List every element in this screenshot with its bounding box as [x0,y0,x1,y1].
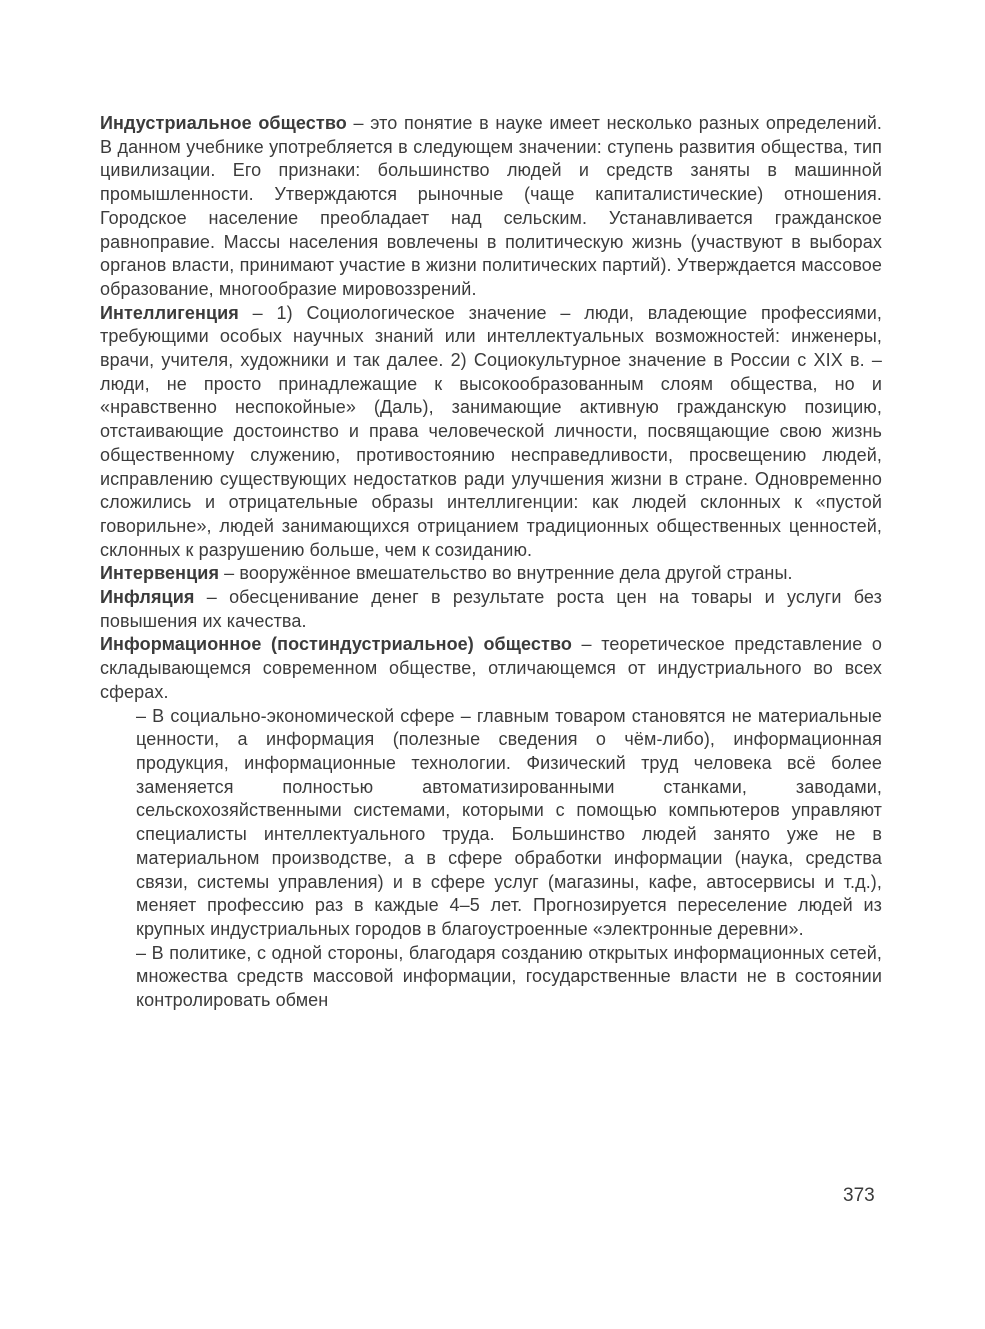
glossary-entry-informatsionnoe-obshchestvo [100,633,882,704]
glossary-entry-intelligentsiya [100,302,882,563]
glossary-subparagraph-politics [100,942,882,1013]
glossary-definition: – обесценивание денег в результате роста цен на товары и услуги без повышения их качества. [100,587,882,631]
glossary-definition: – 1) Социологическое значение – люди, владеющие профессиями, требующими особых научных знаний или интеллектуальных возможностей: инженеры, врачи, учителя, художники и так далее. 2) Социокультурное значение в России с XIX в. – люди, не просто принадлежащие к высокообразованным слоям общества, но и «нравственно неспокойные» (Даль), занимающие активную гражданскую позицию, отстаивающие достоинство и права человеческой личности, посвящающие свою жизнь общественному служению, противостоянию несправедливости, просвещению людей, исправлению существующих недостатков ради улучшения жизни в стране. Одновременно сложились и отрицательные образы интеллигенции: как людей склонных к «пустой говорильне», людей занимающихся отрицанием традиционных общественных ценностей, склонных к разрушению больше, чем к созиданию. [100,302,882,560]
glossary-term: Индустриальное общество [100,113,347,133]
glossary-definition: – это понятие в науке имеет несколько разных определений. В данном учебнике употребляется в следующем значении: ступень развития общества, тип цивилизации. Его признаки: большинство людей и средств заняты в машинной промышленности. Утверждаются рыночные (чаще капиталистические) отношения. Городское население преобладает над сельским. Устанавливается гражданское равноправие. Массы населения вовлечены в политическую жизнь (участвуют в выборах органов власти, принимают участие в жизни политических партий). Утверждается массовое образование, многообразие мировоззрений. [100,113,882,299]
glossary-term: Интервенция [100,563,220,584]
glossary-definition: – В политике, с одной стороны, благодаря созданию открытых информационных сетей, множества средств массовой информации, государственные власти не в состоянии контролировать обмен [136,942,882,1011]
glossary-term: Инфляция [100,587,195,608]
glossary-term: Информационное (постиндустриальное) общество [100,634,572,655]
glossary-entry-interventsiya [100,562,882,586]
glossary-definition: – В социально-экономической сфере – главным товаром становятся не материальные ценности, а информация (полезные сведения о чём-либо), информационная продукция, информационные технологии. Физический труд человека всё более заменяется полностью автоматизированными станками, заводами, сельскохозяйственными системами, которыми с помощью компьютеров управляют специалисты интеллектуального труда. Большинство людей занято уже не в материальном производстве, а в сфере обработки информации (наука, средства связи, системы управления) и в сфере услуг (магазины, кафе, автосервисы и т.д.), меняет профессию раз в каждые 4–5 лет. Прогнозируется переселение людей из крупных индустриальных городов в благоустроенные «электронные деревни». [136,705,882,939]
glossary-subparagraph-socioeconomic [100,705,882,942]
glossary-definition: – вооружённое вмешательство во внутренние дела другой страны. [219,563,793,584]
glossary-text-block [100,112,882,1013]
glossary-entry-inflyatsiya [100,586,882,633]
page-number: 373 [843,1185,875,1206]
glossary-entry-industrialnoe-obshchestvo [100,112,882,302]
glossary-term: Интеллигенция [100,302,239,323]
glossary-definition: – теоретическое представление о складывающемся современном обществе, отличающемся от индустриального во всех сферах. [100,634,882,702]
